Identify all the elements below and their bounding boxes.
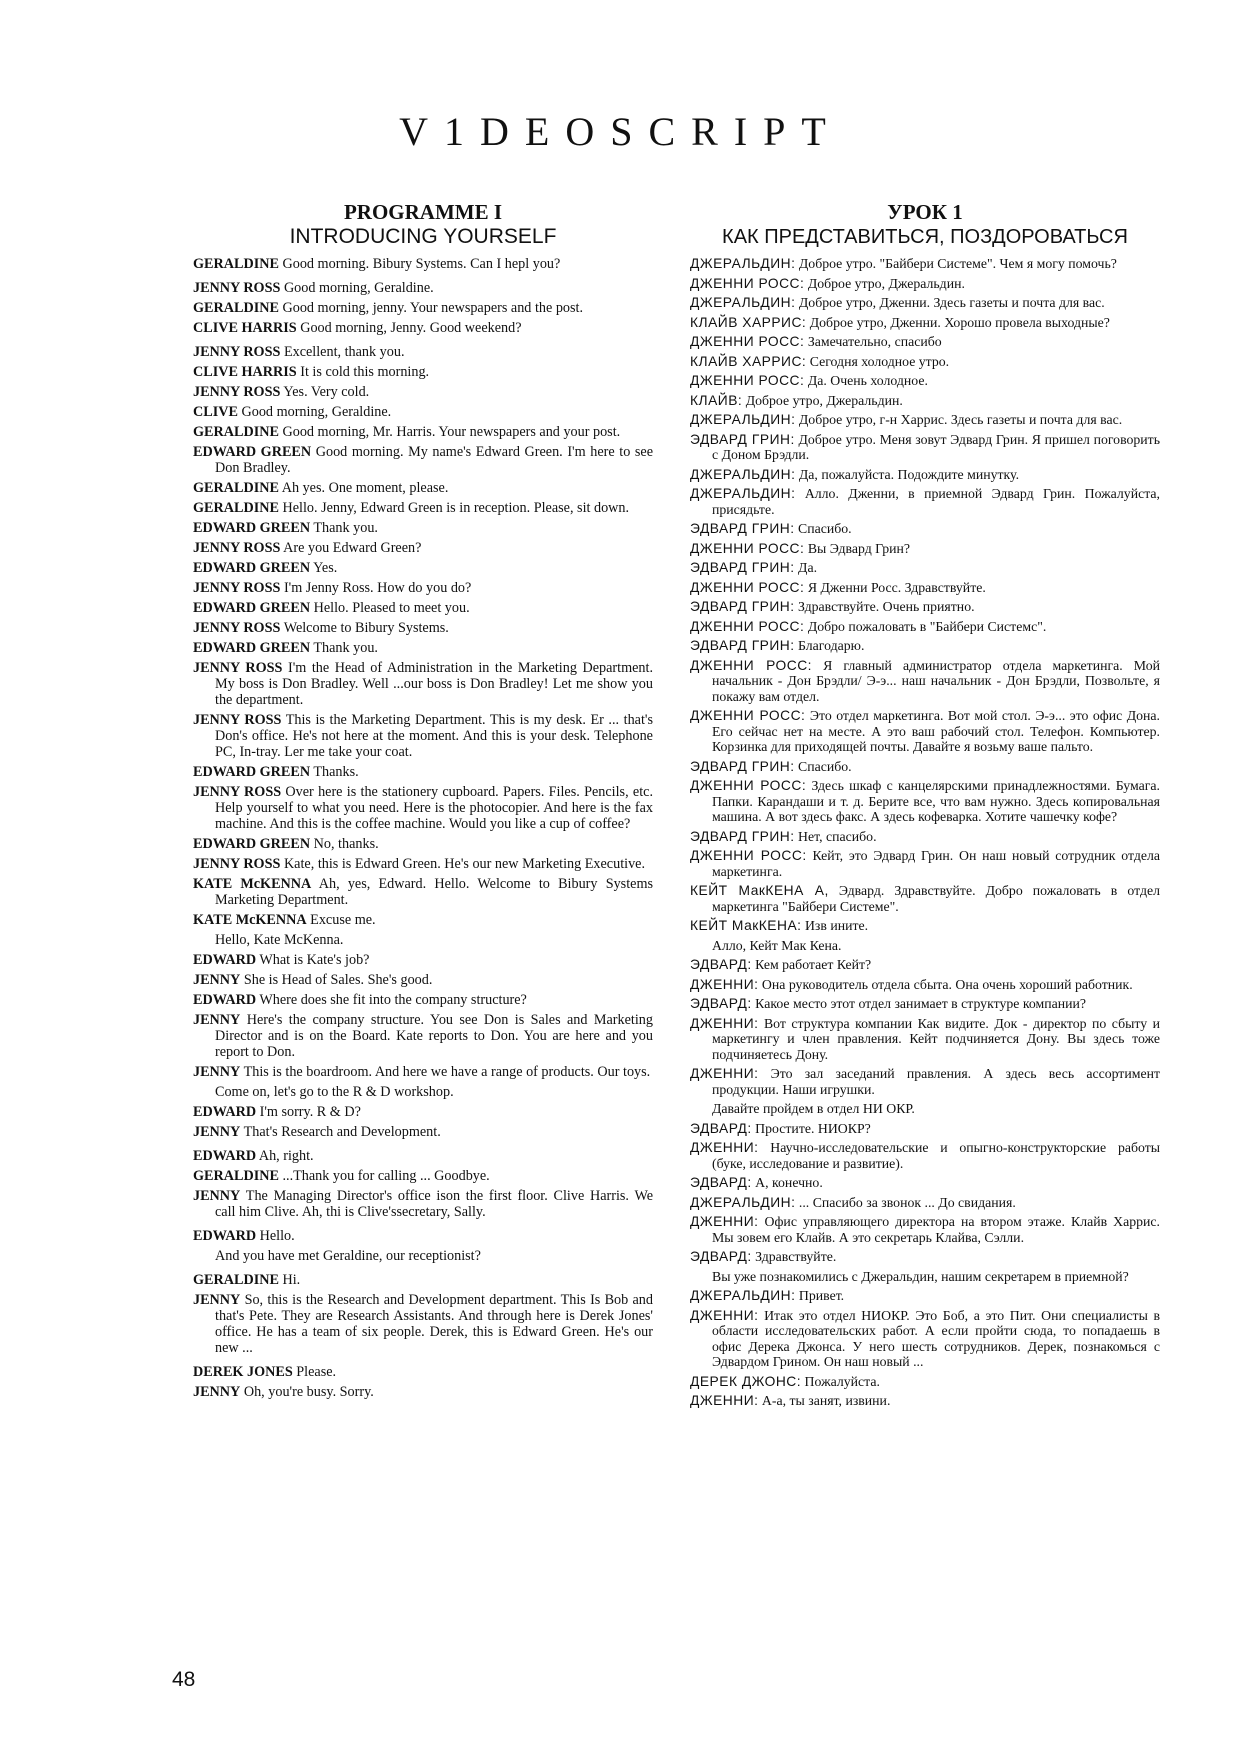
dialogue-line	[690, 1269, 1160, 1285]
dialogue-line	[690, 778, 1160, 825]
speech-text: That's Research and Development.	[243, 1124, 441, 1140]
speaker-name: GERALDINE	[193, 256, 279, 272]
dialogue-line	[193, 1104, 653, 1120]
dialogue-line	[193, 300, 653, 316]
speaker-name: ДЖЕННИ:	[690, 1214, 759, 1229]
dialogue-line	[690, 1214, 1160, 1245]
speech-text: Да. Очень холодное.	[807, 373, 928, 388]
speaker-name: ЭДВАРД ГРИН:	[690, 828, 795, 844]
dialogue-line	[193, 1012, 653, 1060]
speaker-name: GERALDINE	[193, 500, 279, 516]
speech-text: Итак это отдел НИОКР. Это Боб, а это Пит. Они специалисты в области исследовательских работ. А если пройти сюда, то попадаешь в офис Дерека Джонса. У него шесть сотрудников. Дерек, познакомься с Эдвардом Грином. Он наш новый ...	[712, 1307, 1160, 1369]
speech-text: Давайте пройдем в отдел НИ ОКР.	[712, 1101, 915, 1116]
speech-text: I'm the Head of Administration in the Marketing Department. My boss is Don Bradley. Well ...our boss is Don Bradley! Let me show you the department.	[215, 660, 654, 708]
dialogue-line	[690, 256, 1160, 272]
speaker-name: ЭДВАРД ГРИН:	[690, 638, 795, 653]
russian-column	[690, 200, 1160, 1413]
speaker-name: ЭДВАРД ГРИН:	[690, 758, 795, 774]
speaker-name: ЭДВАРД ГРИН:	[690, 431, 795, 447]
dialogue-line	[690, 1016, 1160, 1063]
speaker-name: ЭДВАРД:	[690, 1120, 752, 1136]
speaker-name: JENNY ROSS	[193, 344, 281, 360]
speaker-name: ЭДВАРД ГРИН:	[690, 521, 795, 536]
speech-text: Good morning, Geraldine.	[241, 404, 392, 420]
speech-text: Доброе утро. Меня зовут Эдвард Грин. Я пришел поговорить с Доном Брэдли.	[712, 431, 1161, 462]
speaker-name: EDWARD GREEN	[193, 600, 311, 616]
dialogue-line	[193, 256, 653, 272]
dialogue-line	[690, 1308, 1160, 1370]
speaker-name: EDWARD	[193, 952, 257, 968]
dialogue-line	[690, 708, 1160, 755]
speech-text: Вы Эдвард Грин?	[807, 540, 911, 556]
dialogue-line	[193, 1124, 653, 1140]
speech-text: Over here is the stationery cupboard. Papers. Files. Pencils, etc. Help yourself to what you need. Here is the photocopier. And here is the fax machine. And this is the coffee machine. Would you like a cup of coffee?	[215, 784, 653, 832]
dialogue-line	[193, 480, 653, 496]
dialogue-line	[193, 1148, 653, 1164]
russian-dialogue	[690, 256, 1160, 1409]
speech-text: Hello. Jenny, Edward Green is in reception. Please, sit down.	[282, 500, 630, 516]
speaker-name: ДЖЕННИ РОСС:	[690, 334, 805, 349]
speaker-name: JENNY	[193, 1012, 241, 1028]
speech-text: Ah, yes, Edward. Hello. Welcome to Bibury Systems Marketing Department.	[215, 876, 654, 908]
dialogue-line	[690, 1195, 1160, 1211]
dialogue-line	[690, 848, 1160, 879]
speaker-name: ДЖЕННИ:	[690, 1066, 759, 1081]
speech-text: Она руководитель отдела сбыта. Она очень хороший работник.	[761, 976, 1133, 992]
page-number: 48	[172, 1668, 196, 1691]
speaker-name: EDWARD GREEN	[193, 520, 311, 536]
speaker-name: EDWARD GREEN	[193, 836, 311, 852]
speech-text: А-а, ты занят, извини.	[761, 1393, 891, 1408]
speaker-name: ДЖЕННИ:	[690, 1015, 759, 1031]
dialogue-line	[690, 1374, 1160, 1390]
dialogue-line	[193, 280, 653, 296]
dialogue-line	[193, 620, 653, 636]
speech-text: Офис управляющего директора на втором этаже. Клайв Харрис. Мы зовем его Клайв. А это секретарь Клайва, Сэлли.	[712, 1214, 1160, 1245]
speech-text: Hi.	[282, 1272, 301, 1288]
speech-text: Сегодня холодное утро.	[809, 353, 950, 369]
speaker-name: ДЖЕННИ:	[690, 976, 759, 992]
dialogue-line	[690, 1393, 1160, 1409]
speaker-name: ДЖЕННИ РОСС:	[690, 618, 805, 634]
dialogue-line	[193, 1384, 653, 1400]
speaker-name: EDWARD GREEN	[193, 640, 311, 656]
speech-text: Это зал заседаний правления. А здесь весь ассортимент продукции. Наши игрушки.	[712, 1066, 1160, 1097]
dialogue-line	[193, 1292, 653, 1356]
speech-text: Вот структура компании Как видите. Док - директор по сбыту и маркетингу и член правления. Кейт подчиняется Дону. Вы здесь тоже подчиняетесь Дону.	[712, 1015, 1161, 1062]
speaker-name: JENNY ROSS	[193, 856, 281, 872]
dialogue-line	[690, 658, 1160, 705]
speech-text: Алло, Кейт Мак Кена.	[712, 937, 842, 953]
speech-text: Алло. Дженни, в приемной Эдвард Грин. Пожалуйста, присядьте.	[712, 486, 1160, 517]
lesson-subheading: КАК ПРЕДСТАВИТЬСЯ, ПОЗДОРОВАТЬСЯ	[722, 226, 1128, 248]
speaker-name: EDWARD	[193, 1148, 257, 1164]
speaker-name: GERALDINE	[193, 480, 279, 496]
speaker-name: EDWARD GREEN	[193, 560, 311, 576]
speech-text: Доброе утро, г-н Харрис. Здесь газеты и почта для вас.	[798, 412, 1123, 427]
speech-text: Good morning, Mr. Harris. Your newspapers and your post.	[282, 424, 621, 440]
dialogue-line	[690, 996, 1160, 1012]
speech-text: Yes.	[313, 560, 338, 576]
dialogue-line	[193, 540, 653, 556]
dialogue-line	[690, 295, 1160, 311]
russian-header	[690, 200, 1160, 250]
dialogue-line	[690, 354, 1160, 370]
dialogue-line	[193, 764, 653, 780]
dialogue-line	[690, 315, 1160, 331]
speech-text: Замечательно, спасибо	[807, 334, 942, 349]
speaker-name: ДЖЕННИ РОСС:	[690, 708, 806, 723]
speaker-name: ДЖЕННИ:	[690, 1140, 759, 1155]
dialogue-line	[690, 829, 1160, 845]
dialogue-line	[690, 560, 1160, 576]
speech-text: Thank you.	[313, 640, 378, 656]
dialogue-line	[193, 1272, 653, 1288]
dialogue-line	[193, 836, 653, 852]
speech-text: I'm sorry. R & D?	[259, 1104, 361, 1120]
speaker-name: DEREK JONES	[193, 1364, 293, 1380]
dialogue-line	[193, 712, 653, 760]
speaker-name: EDWARD GREEN	[193, 444, 312, 460]
dialogue-line	[193, 952, 653, 968]
speaker-name: ДЖЕННИ:	[690, 1307, 759, 1323]
speech-text: Здравствуйте.	[755, 1249, 837, 1264]
speech-text: Я главный администратор отдела маркетинга. Мой начальник - Дон Брэдли/ Э-э... наш начальник - Дон Брэдли, Позвольте, я покажу вам отдел.	[712, 657, 1160, 704]
speech-text: Доброе утро, Дженни. Хорошо провела выходные?	[809, 314, 1110, 330]
programme-heading: PROGRAMME I	[343, 200, 503, 224]
speech-text: Научно-исследовательские и опыгно-конструкторские работы (буке, исследование и развитие).	[712, 1140, 1160, 1171]
speaker-name: ДЖЕННИ РОСС:	[690, 579, 805, 595]
speech-text: Hello, Kate McKenna.	[215, 932, 344, 948]
speaker-name: КЛАЙВ ХАРРИС:	[690, 314, 807, 330]
dialogue-line	[193, 640, 653, 656]
speaker-name: ЭДВАРД:	[690, 1175, 752, 1190]
speech-text: Ah yes. One moment, please.	[281, 480, 449, 496]
speech-text: And you have met Geraldine, our receptionist?	[215, 1248, 481, 1264]
page-title: V1DEOSCRIPT	[399, 109, 842, 154]
speaker-name: KATE McKENNA	[193, 912, 307, 928]
speaker-name: KATE McKENNA	[193, 876, 312, 892]
dialogue-line	[690, 486, 1160, 517]
dialogue-line	[690, 1101, 1160, 1117]
speech-text: Please.	[296, 1364, 337, 1380]
speaker-name: ДЖЕРАЛЬДИН:	[690, 295, 796, 310]
dialogue-line	[690, 373, 1160, 389]
speech-text: This is the Marketing Department. This is my desk. Er ... that's Don's office. He's not here at the moment. And this is your desk. Telephone PC, In-tray. Ler me take your coat.	[215, 712, 653, 760]
dialogue-line	[193, 500, 653, 516]
dialogue-line	[193, 912, 653, 928]
dialogue-line	[193, 1228, 653, 1244]
dialogue-line	[690, 580, 1160, 596]
speaker-name: ЭДВАРД ГРИН:	[690, 560, 795, 575]
speech-text: А, конечно.	[755, 1175, 823, 1190]
speech-text: Благодарю.	[798, 638, 865, 653]
speech-text: Спасибо.	[798, 758, 852, 774]
dialogue-line	[690, 541, 1160, 557]
speech-text: Доброе утро, Джеральдин.	[807, 275, 965, 291]
speaker-name: JENNY ROSS	[193, 280, 281, 296]
dialogue-line	[193, 856, 653, 872]
dialogue-line	[690, 412, 1160, 428]
speaker-name: EDWARD	[193, 992, 257, 1008]
speaker-name: КЕЙТ МакКЕНА:	[690, 918, 802, 933]
dialogue-line	[193, 660, 653, 708]
dialogue-line	[193, 1064, 653, 1080]
dialogue-line	[193, 580, 653, 596]
dialogue-line	[690, 1066, 1160, 1097]
speech-text: Я Дженни Росс. Здравствуйте.	[807, 579, 986, 595]
speaker-name: JENNY	[193, 972, 241, 988]
speech-text: ... Спасибо за звонок ... До свидания.	[798, 1194, 1016, 1210]
dialogue-line	[193, 344, 653, 360]
speech-text: Вы уже познакомились с Джеральдин, нашим секретарем в приемной?	[712, 1268, 1129, 1284]
dialogue-line	[193, 932, 653, 948]
speech-text: Привет.	[798, 1288, 845, 1303]
speech-text: Кем работает Кейт?	[755, 957, 872, 972]
dialogue-line	[193, 876, 653, 908]
speaker-name: ЭДВАРД ГРИН:	[690, 599, 795, 614]
dialogue-line	[690, 393, 1160, 409]
speaker-name: JENNY ROSS	[193, 660, 283, 676]
english-header	[193, 200, 653, 250]
speech-text: Да, пожалуйста. Подождите минутку.	[798, 466, 1020, 482]
dialogue-line	[193, 364, 653, 380]
speech-text: Нет, спасибо.	[798, 828, 877, 844]
speaker-name: CLIVE	[193, 404, 238, 420]
speech-text: Эдвард. Здравствуйте. Добро пожаловать в отдел маркетинга "Байбери Системе".	[712, 883, 1160, 914]
dialogue-line	[690, 432, 1160, 463]
speech-text: Yes. Very cold.	[283, 384, 370, 400]
speech-text: Добро пожаловать в "Байбери Системс".	[807, 618, 1047, 634]
speech-text: Простите. НИОКР?	[755, 1120, 871, 1136]
speech-text: Welcome to Bibury Systems.	[283, 620, 449, 636]
speech-text: Where does she fit into the company structure?	[259, 992, 527, 1008]
speaker-name: JENNY ROSS	[193, 712, 282, 728]
dialogue-line	[690, 521, 1160, 537]
speaker-name: JENNY	[193, 1064, 241, 1080]
dialogue-line	[193, 444, 653, 476]
speaker-name: JENNY	[193, 1188, 241, 1204]
dialogue-line	[690, 957, 1160, 973]
english-column	[193, 200, 653, 1404]
dialogue-line	[193, 1168, 653, 1184]
dialogue-line	[193, 1084, 653, 1100]
speaker-name: КЛАЙВ:	[690, 392, 743, 408]
speech-text: Изв ините.	[804, 918, 869, 933]
speech-text: Доброе утро. "Байбери Системе". Чем я могу помочь?	[798, 256, 1117, 271]
speaker-name: ДЖЕРАЛЬДИН:	[690, 466, 796, 482]
speaker-name: ЭДВАРД:	[690, 957, 752, 972]
speech-text: Good morning, jenny. Your newspapers and the post.	[282, 300, 584, 316]
dialogue-line	[690, 638, 1160, 654]
speech-text: Good morning. Bibury Systems. Can I hepl you?	[282, 256, 561, 272]
programme-subheading: INTRODUCING YOURSELF	[289, 225, 557, 248]
speaker-name: ЭДВАРД:	[690, 996, 752, 1011]
dialogue-line	[690, 1121, 1160, 1137]
dialogue-line	[690, 276, 1160, 292]
speaker-name: ЭДВАРД:	[690, 1249, 752, 1264]
speaker-name: ДЖЕННИ РОСС:	[690, 275, 805, 291]
speaker-name: EDWARD	[193, 1228, 257, 1244]
speaker-name: ДЖЕРАЛЬДИН:	[690, 412, 796, 427]
speech-text: Ah, right.	[258, 1148, 314, 1164]
speaker-name: ДЖЕННИ:	[690, 1393, 759, 1408]
speech-text: ...Thank you for calling ... Goodbye.	[282, 1168, 490, 1184]
speaker-name: JENNY ROSS	[193, 620, 281, 636]
speech-text: What is Kate's job?	[259, 952, 370, 968]
speaker-name: ДЖЕРАЛЬДИН:	[690, 1288, 796, 1303]
speaker-name: GERALDINE	[193, 1168, 279, 1184]
speaker-name: ДЖЕННИ РОСС:	[690, 373, 805, 388]
speech-text: Oh, you're busy. Sorry.	[243, 1384, 374, 1400]
speech-text: Это отдел маркетинга. Вот мой стол. Э-э... это офис Дона. Его сейчас нет на месте. А это ваш рабочий стол. Телефон. Компьютер. Корзинка для приходящей почты. Давайте я возьму ваше пальто.	[712, 708, 1160, 754]
speaker-name: EDWARD	[193, 1104, 257, 1120]
speaker-name: ДЖЕРАЛЬДИН:	[690, 1194, 796, 1210]
speech-text: Good morning, Jenny. Good weekend?	[300, 320, 522, 336]
speaker-name: ДЕРЕК ДЖОНС:	[690, 1373, 802, 1389]
speech-text: Good morning. My name's Edward Green. I'm here to see Don Bradley.	[215, 444, 654, 476]
dialogue-line	[193, 784, 653, 832]
speaker-name: ДЖЕННИ РОСС:	[690, 657, 812, 673]
dialogue-line	[193, 1364, 653, 1380]
dialogue-line	[193, 1248, 653, 1264]
dialogue-line	[690, 1288, 1160, 1304]
speech-text: Good morning, Geraldine.	[283, 280, 434, 296]
dialogue-line	[193, 600, 653, 616]
speech-text: Thanks.	[313, 764, 359, 780]
speaker-name: JENNY ROSS	[193, 540, 281, 556]
speaker-name: ДЖЕРАЛЬДИН:	[690, 486, 796, 501]
speaker-name: GERALDINE	[193, 424, 279, 440]
speech-text: Пожалуйста.	[804, 1373, 880, 1389]
speech-text: Здесь шкаф с канцелярскими принадлежностями. Бумага. Папки. Карандаши и т. д. Берите все, что вам нужно. Здесь копировальная машина. А вот здесь факс. А здесь кофеварка. Хотите чашечку кофе?	[712, 778, 1161, 824]
dialogue-line	[690, 1175, 1160, 1191]
speech-text: She is Head of Sales. She's good.	[243, 972, 433, 988]
speaker-name: JENNY	[193, 1384, 241, 1400]
speech-text: Excellent, thank you.	[283, 344, 405, 360]
lesson-heading: УРОК 1	[887, 200, 963, 224]
speaker-name: JENNY ROSS	[193, 384, 281, 400]
speaker-name: JENNY	[193, 1124, 241, 1140]
dialogue-line	[690, 1140, 1160, 1171]
speaker-name: GERALDINE	[193, 1272, 279, 1288]
speech-text: No, thanks.	[313, 836, 379, 852]
speaker-name: ДЖЕННИ РОСС:	[690, 778, 807, 793]
speech-text: Доброе утро, Джеральдин.	[745, 392, 903, 408]
dialogue-line	[690, 599, 1160, 615]
dialogue-line	[690, 883, 1160, 914]
speaker-name: GERALDINE	[193, 300, 279, 316]
dialogue-line	[690, 977, 1160, 993]
speech-text: Are you Edward Green?	[283, 540, 422, 556]
speaker-name: CLIVE HARRIS	[193, 320, 297, 336]
dialogue-line	[690, 1249, 1160, 1265]
dialogue-line	[193, 972, 653, 988]
speech-text: Here's the company structure. You see Don is Sales and Marketing Director and is on the Board. Kate reports to Don. You are here and you report to Don.	[215, 1012, 653, 1060]
dialogue-line	[690, 759, 1160, 775]
speaker-name: JENNY ROSS	[193, 580, 281, 596]
dialogue-line	[690, 619, 1160, 635]
speech-text: Какое место этот отдел занимает в структуре компании?	[755, 996, 1086, 1011]
dialogue-line	[193, 320, 653, 336]
dialogue-line	[193, 424, 653, 440]
speech-text: Come on, let's go to the R & D workshop.	[215, 1084, 454, 1100]
speech-text: It is cold this morning.	[300, 364, 430, 380]
speech-text: Кейт, это Эдвард Грин. Он наш новый сотрудник отдела маркетинга.	[712, 848, 1160, 879]
speech-text: Доброе утро, Дженни. Здесь газеты и почта для вас.	[798, 295, 1105, 310]
speaker-name: КЛАЙВ ХАРРИС:	[690, 353, 807, 369]
dialogue-line	[690, 938, 1160, 954]
dialogue-line	[690, 467, 1160, 483]
dialogue-line	[193, 1188, 653, 1220]
speaker-name: JENNY	[193, 1292, 241, 1308]
speech-text: The Managing Director's office ison the first floor. Clive Harris. We call him Clive. Ah, thi is Clive'ssecretary, Sally.	[215, 1188, 654, 1220]
speaker-name: ДЖЕННИ РОСС:	[690, 848, 807, 863]
speaker-name: JENNY ROSS	[193, 784, 282, 800]
speaker-name: КЕЙТ МакКЕНА А,	[690, 883, 829, 898]
speech-text: Hello.	[259, 1228, 295, 1244]
speaker-name: CLIVE HARRIS	[193, 364, 297, 380]
speech-text: Hello. Pleased to meet you.	[313, 600, 470, 616]
speech-text: Thank you.	[313, 520, 378, 536]
dialogue-line	[193, 992, 653, 1008]
english-dialogue	[193, 256, 653, 1400]
speech-text: I'm Jenny Ross. How do you do?	[283, 580, 472, 596]
speaker-name: EDWARD GREEN	[193, 764, 311, 780]
speech-text: Здравствуйте. Очень приятно.	[798, 599, 975, 614]
speech-text: Kate, this is Edward Green. He's our new Marketing Executive.	[283, 856, 646, 872]
dialogue-line	[193, 404, 653, 420]
speech-text: Да.	[798, 560, 818, 575]
speech-text: Спасибо.	[798, 521, 852, 536]
speech-text: Excuse me.	[310, 912, 376, 928]
dialogue-line	[193, 384, 653, 400]
speech-text: This is the boardroom. And here we have a range of products. Our toys.	[243, 1064, 651, 1080]
dialogue-line	[690, 334, 1160, 350]
speaker-name: ДЖЕРАЛЬДИН:	[690, 256, 796, 271]
dialogue-line	[193, 520, 653, 536]
speech-text: So, this is the Research and Development department. This Is Bob and that's Pete. They are Research Assistants. And through here is Derek Jones' office. He has a team of six people. Derek, this is Edward Green. He's our new ...	[215, 1292, 653, 1356]
speaker-name: ДЖЕННИ РОСС:	[690, 540, 805, 556]
dialogue-line	[690, 918, 1160, 934]
dialogue-line	[193, 560, 653, 576]
